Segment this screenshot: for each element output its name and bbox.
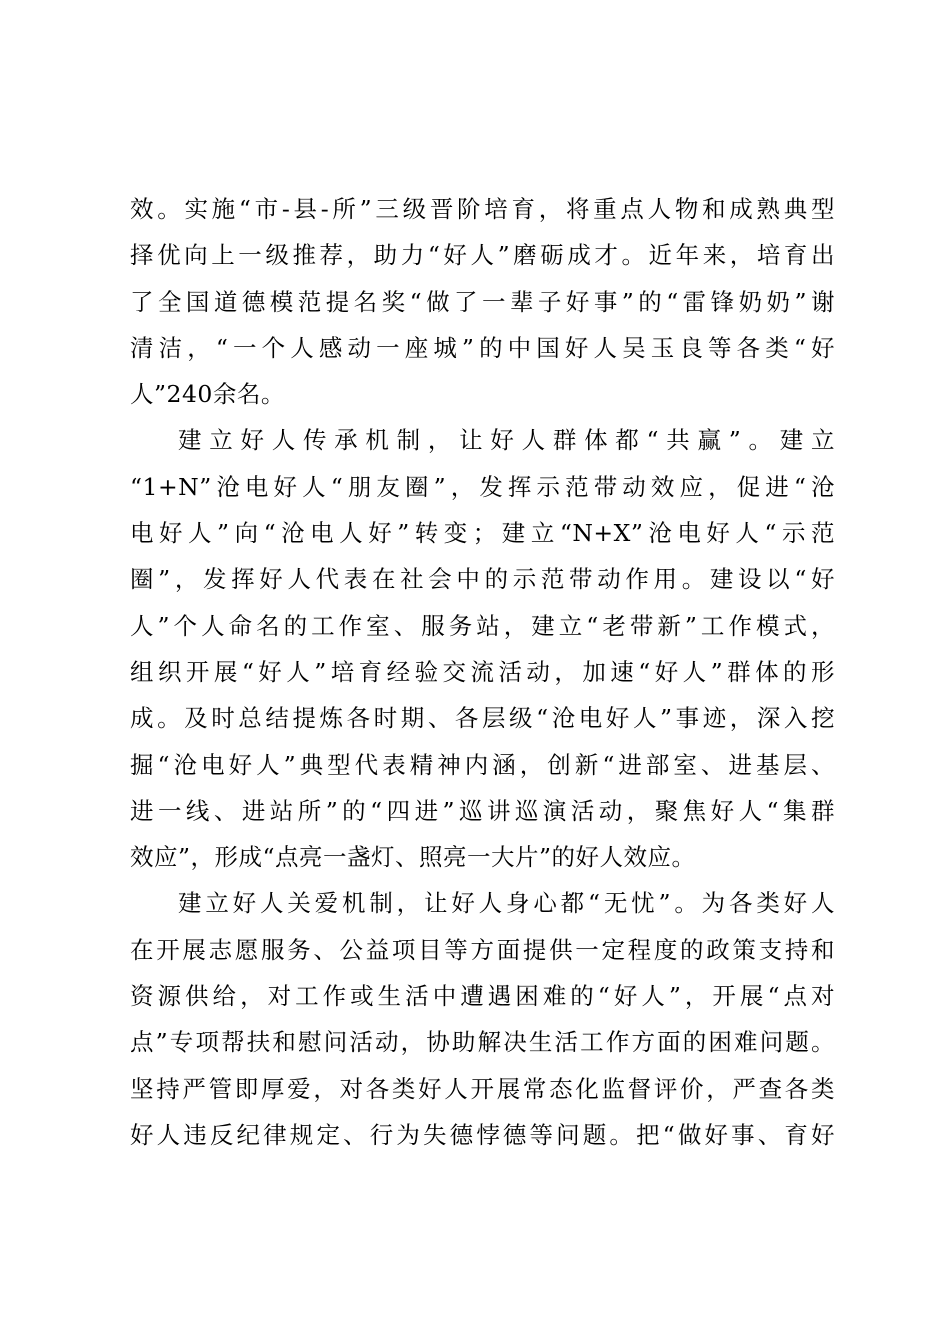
text-line: 在开展志愿服务、公益项目等方面提供一定程度的政策支持和: [130, 935, 835, 964]
paragraph-first-line: 建立好人关爱机制，让好人身心都“无忧”。为各类好人: [178, 889, 835, 918]
text-line: 了全国道德模范提名奖“做了一辈子好事”的“雷锋奶奶”谢: [130, 287, 835, 316]
text-line: 人”240余名。: [130, 380, 285, 409]
text-line: “1+N”沧电好人“朋友圈”，发挥示范带动效应，促进“沧: [130, 472, 835, 501]
document-body: [130, 186, 835, 1158]
text-line: 清洁，“一个人感动一座城”的中国好人吴玉良等各类“好: [130, 333, 835, 362]
text-line: 成。及时总结提炼各时期、各层级“沧电好人”事迹，深入挖: [130, 704, 835, 733]
text-line: 好人违反纪律规定、行为失德悖德等问题。把“做好事、育好: [130, 1120, 835, 1149]
text-line: 坚持严管即厚爱，对各类好人开展常态化监督评价，严查各类: [130, 1074, 835, 1103]
text-line: 圈”，发挥好人代表在社会中的示范带动作用。建设以“好: [130, 565, 835, 594]
text-line: 人”个人命名的工作室、服务站，建立“老带新”工作模式，: [130, 611, 835, 640]
text-line: 择优向上一级推荐，助力“好人”磨砺成才。近年来，培育出: [130, 241, 835, 270]
text-line: 进一线、进站所”的“四进”巡讲巡演活动，聚焦好人“集群: [130, 796, 835, 825]
text-line: 效应”，形成“点亮一盏灯、照亮一大片”的好人效应。: [130, 843, 696, 872]
text-line: 资源供给，对工作或生活中遭遇困难的“好人”，开展“点对: [130, 982, 835, 1011]
text-line: 组织开展“好人”培育经验交流活动，加速“好人”群体的形: [130, 657, 835, 686]
text-line: 掘“沧电好人”典型代表精神内涵，创新“进部室、进基层、: [130, 750, 835, 779]
text-line: 点”专项帮扶和慰问活动，协助解决生活工作方面的困难问题。: [130, 1028, 835, 1057]
text-line: 电好人”向“沧电人好”转变；建立“N+X”沧电好人“示范: [130, 519, 835, 548]
paragraph-first-line: 建立好人传承机制，让好人群体都“共赢”。建立: [178, 426, 835, 455]
text-line: 效。实施“市-县-所”三级晋阶培育，将重点人物和成熟典型: [130, 195, 835, 223]
